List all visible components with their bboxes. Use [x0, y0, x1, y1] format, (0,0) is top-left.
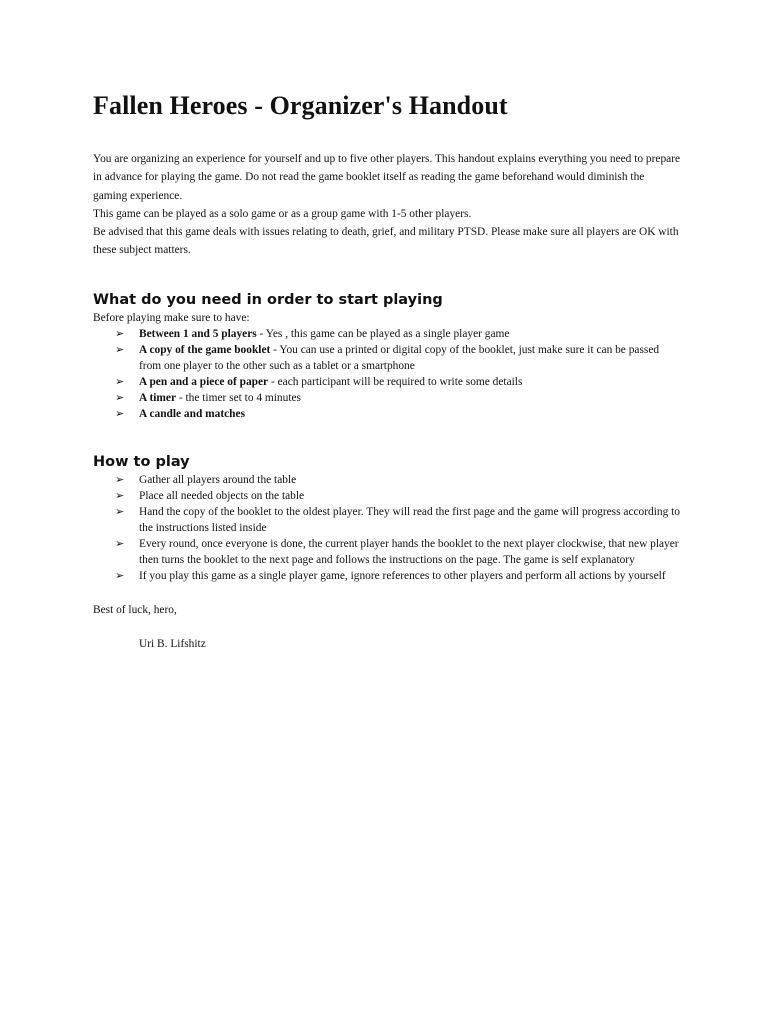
item-label: A pen and a piece of paper	[139, 375, 269, 388]
list-item	[93, 488, 681, 504]
item-text: - the timer set to 4 minutes	[176, 391, 301, 404]
document-title: Fallen Heroes - Organizer's Handout	[93, 91, 508, 120]
list-item	[93, 406, 681, 422]
item-text: Hand the copy of the booklet to the oldest player. They will read the first page and the game will progress according to the instructions listed inside	[139, 505, 681, 534]
list-item	[93, 504, 681, 536]
list-item	[93, 326, 681, 342]
requirements-heading: What do you need in order to start playing	[93, 291, 443, 308]
signature: Uri B. Lifshitz	[139, 637, 206, 650]
list-item	[93, 536, 681, 568]
item-text: Gather all players around the table	[139, 473, 297, 486]
arrow-bullet-icon: ➢	[115, 472, 125, 486]
item-text: - Yes , this game can be played as a single player game	[256, 327, 510, 340]
document-page	[93, 88, 681, 652]
item-label: Between 1 and 5 players	[139, 327, 257, 340]
list-item	[93, 568, 681, 584]
item-label: A candle and matches	[139, 407, 246, 420]
how-to-play-list	[93, 472, 681, 584]
arrow-bullet-icon: ➢	[115, 536, 125, 550]
closing-line: Best of luck, hero,	[93, 603, 177, 616]
item-text: If you play this game as a single player game, ignore references to other players and perform all actions by yourself	[139, 569, 666, 582]
arrow-bullet-icon: ➢	[115, 488, 125, 502]
intro-paragraph-3: Be advised that this game deals with issues relating to death, grief, and military PTSD. Please make sure all players are OK with these subject matters.	[93, 226, 679, 257]
arrow-bullet-icon: ➢	[115, 342, 125, 356]
list-item	[93, 472, 681, 488]
arrow-bullet-icon: ➢	[115, 406, 125, 420]
how-to-play-heading: How to play	[93, 453, 190, 470]
intro-section	[93, 150, 681, 260]
item-label: A copy of the game booklet	[139, 343, 271, 356]
list-item	[93, 374, 681, 390]
arrow-bullet-icon: ➢	[115, 390, 125, 404]
item-text: Every round, once everyone is done, the current player hands the booklet to the next player clockwise, that new player then turns the booklet to the next page and follows the instructions on the page. The game is self explanatory	[139, 537, 679, 566]
item-text: - each participant will be required to write some details	[268, 375, 523, 388]
arrow-bullet-icon: ➢	[115, 568, 125, 582]
intro-paragraph-1: You are organizing an experience for yourself and up to five other players. This handout explains everything you need to prepare in advance for playing the game. Do not read the game booklet itself as reading the game beforehand would diminish the gaming experience.	[93, 153, 681, 202]
intro-paragraph-2: This game can be played as a solo game or as a group game with 1-5 other players.	[93, 207, 472, 220]
item-label: A timer	[139, 391, 177, 404]
requirements-list	[93, 326, 681, 422]
arrow-bullet-icon: ➢	[115, 504, 125, 518]
how-to-play-section	[93, 452, 681, 584]
requirements-section	[93, 290, 681, 422]
arrow-bullet-icon: ➢	[115, 374, 125, 388]
list-item	[93, 390, 681, 406]
item-text: - You can use a printed or digital copy of the booklet, just make sure it can be passed from one player to the other such as a tablet or a smartphone	[139, 343, 660, 372]
list-item	[93, 342, 681, 374]
arrow-bullet-icon: ➢	[115, 326, 125, 340]
item-text: Place all needed objects on the table	[139, 489, 305, 502]
requirements-intro: Before playing make sure to have:	[93, 311, 250, 324]
